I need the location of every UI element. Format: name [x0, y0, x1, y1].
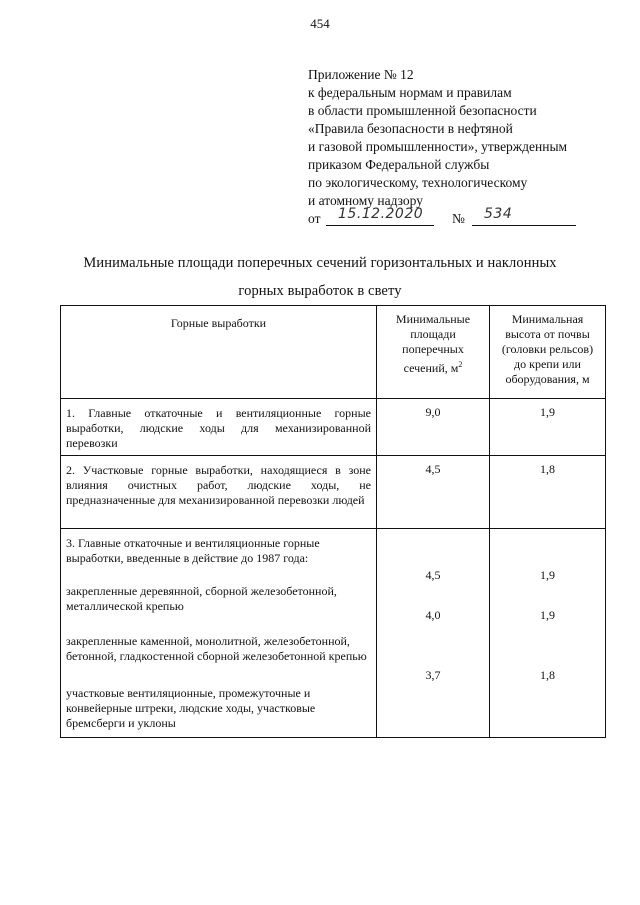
row-description: 1. Главные откаточные и вентиляционные горные выработки, людские ходы для механизированной перевозки — [61, 399, 377, 456]
appendix-line: и атомному надзору — [308, 193, 423, 208]
appendix-line: «Правила безопасности в нефтяной — [308, 121, 513, 136]
group-area-values — [377, 529, 490, 738]
date-underline — [326, 225, 434, 226]
header-line: до крепи или — [514, 357, 581, 371]
table-row — [61, 456, 606, 529]
group-item-area: 3,7 — [425, 668, 441, 682]
table-row — [61, 399, 606, 456]
appendix-line: и газовой промышленности», утвержденным — [308, 139, 568, 154]
group-item-height: 1,9 — [540, 608, 555, 622]
group-item-area: 4,0 — [425, 608, 441, 622]
group-item-height: 1,9 — [540, 568, 555, 582]
handwritten-number: 534 — [484, 206, 513, 222]
appendix-block — [308, 66, 608, 230]
document-title-line2: горных выработок в свету — [238, 283, 402, 299]
row-area: 4,5 — [377, 456, 490, 529]
header-min-area — [377, 306, 490, 399]
number-prefix: № — [452, 211, 465, 226]
header-line: Минимальные — [395, 312, 471, 326]
group-height-values — [490, 529, 606, 738]
appendix-line: приказом Федеральной службы — [308, 157, 490, 172]
group-description — [61, 529, 377, 738]
document-title-line1: Минимальные площади поперечных сечений горизонтальных и наклонных — [83, 255, 557, 271]
number-underline — [472, 225, 576, 226]
header-min-height — [490, 306, 606, 399]
header-line: Минимальная — [511, 312, 584, 326]
order-date-number-row — [308, 206, 608, 230]
table-header-row — [61, 306, 606, 399]
table-row-group — [61, 529, 606, 738]
group-item-desc: закрепленные каменной, монолитной, железобетонной, бетонной, гладкостенной сборной железобетонной крепью — [66, 634, 367, 663]
group-heading: 3. Главные откаточные и вентиляционные горные выработки, введенные в действие до 1987 года: — [66, 536, 320, 565]
header-line: (головки рельсов) — [501, 342, 594, 356]
appendix-line: к федеральным нормам и правилам — [308, 85, 512, 100]
header-line: сечений, $м^2$ — [403, 360, 463, 375]
group-item-desc: закрепленные деревянной, сборной железобетонной, металлической крепью — [66, 584, 337, 613]
appendix-line: в области промышленной безопасности — [308, 103, 537, 118]
row-area: 9,0 — [377, 399, 490, 456]
header-line: оборудования, м — [505, 372, 590, 386]
header-line: площади — [410, 327, 456, 341]
header-line: высота от почвы — [505, 327, 590, 341]
handwritten-date: 15.12.2020 — [338, 206, 424, 222]
group-item-desc: участковые вентиляционные, промежуточные и конвейерные штреки, людские ходы, участковые бремсберги и уклоны — [66, 686, 316, 730]
requirements-table — [60, 305, 606, 738]
row-description: 2. Участковые горные выработки, находящиеся в зоне влияния очистных работ, людские ходы, не предназначенные для механизированной перевозки людей — [61, 456, 377, 529]
header-line: поперечных — [402, 342, 464, 356]
group-item-area: 4,5 — [425, 568, 441, 582]
appendix-line: Приложение № 12 — [308, 67, 414, 82]
row-height: 1,8 — [490, 456, 606, 529]
appendix-line: по экологическому, технологическому — [308, 175, 528, 190]
date-prefix: от — [308, 211, 321, 226]
page-number: 454 — [310, 16, 330, 31]
group-item-height: 1,8 — [540, 668, 555, 682]
header-workings: Горные выработки — [61, 306, 377, 399]
row-height: 1,9 — [490, 399, 606, 456]
